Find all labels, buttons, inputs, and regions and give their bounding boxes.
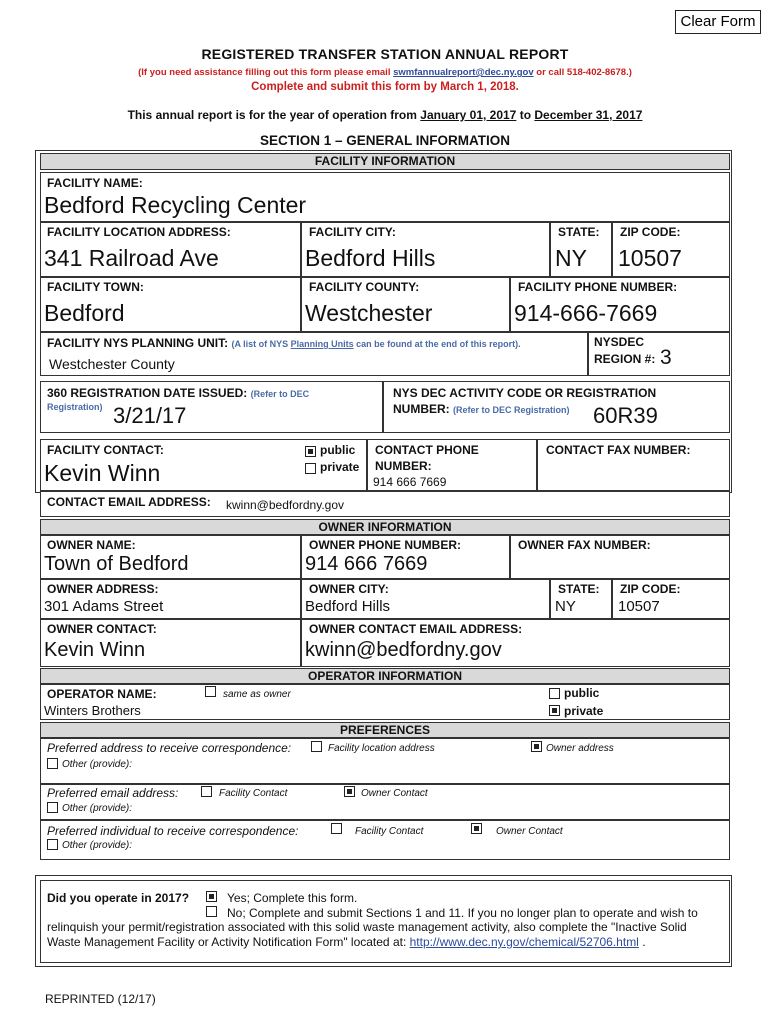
assistance-note: (If you need assistance filling out this form please email swmfannualreport@dec.ny.gov or call 518-402-8678.) (138, 67, 632, 78)
planning-unit-note: (A list of NYS Planning Units can be found at the end of this report). (231, 339, 521, 349)
pref-individual-facility-label: Facility Contact (355, 826, 424, 837)
owner-contact-value[interactable]: Kevin Winn (44, 639, 146, 661)
section-1-heading: SECTION 1 – GENERAL INFORMATION (259, 133, 511, 148)
operate-yes-checkbox[interactable] (206, 891, 217, 902)
contact-phone-label-line2: NUMBER: (375, 459, 432, 473)
planning-units-link[interactable]: Planning Units (290, 339, 354, 349)
pref-address-other-checkbox[interactable] (47, 758, 58, 769)
region-value[interactable]: 3 (660, 346, 672, 369)
pref-individual-other-checkbox[interactable] (47, 839, 58, 850)
registration-date-label: 360 REGISTRATION DATE ISSUED: (Refer to DEC (47, 386, 310, 400)
operator-name-label: OPERATOR NAME: (47, 687, 157, 701)
pref-email-owner-checkbox[interactable] (344, 786, 355, 797)
contact-public-label: public (320, 443, 356, 457)
form-title: REGISTERED TRANSFER STATION ANNUAL REPORT (201, 46, 569, 62)
operate-no-line1: No; Complete and submit Sections 1 and 11. If you no longer plan to operate and wish to (227, 906, 698, 920)
pref-address-question: Preferred address to receive correspondence: (47, 741, 292, 755)
assistance-email-link[interactable]: swmfannualreport@dec.ny.gov (393, 67, 534, 78)
owner-zip-value[interactable]: 10507 (618, 598, 660, 615)
report-year-line: This annual report is for the year of operation from January 01, 2017 to December 31, 2017 (127, 108, 643, 122)
operate-question: Did you operate in 2017? (47, 891, 190, 905)
contact-private-label: private (320, 460, 360, 474)
operate-no-line3: Waste Management Facility or Activity Notification Form" located at: http://www.dec.ny.gov/chemical/52706.html . (47, 935, 646, 949)
owner-state-value[interactable]: NY (555, 598, 576, 615)
planning-unit-value[interactable]: Westchester County (49, 356, 175, 372)
pref-individual-facility-checkbox[interactable] (331, 823, 342, 834)
contact-email-label: CONTACT EMAIL ADDRESS: (47, 495, 211, 509)
pref-individual-question: Preferred individual to receive correspondence: (47, 824, 299, 838)
pref-address-other-label: Other (provide): (62, 759, 133, 770)
owner-phone-value[interactable]: 914 666 7669 (305, 553, 428, 575)
operate-no-line2: relinquish your permit/registration associated with this solid waste management activity, also complete the "Inactive Solid (47, 920, 687, 934)
pref-individual-owner-checkbox[interactable] (471, 823, 482, 834)
facility-contact-value[interactable]: Kevin Winn (44, 460, 161, 486)
owner-zip-label: ZIP CODE: (620, 582, 681, 596)
facility-city-label: FACILITY CITY: (309, 225, 396, 239)
owner-email-label: OWNER CONTACT EMAIL ADDRESS: (309, 622, 523, 636)
pref-email-question: Preferred email address: (47, 786, 179, 800)
reprinted-footer: REPRINTED (12/17) (45, 992, 156, 1006)
pref-address-facility-label: Facility location address (328, 743, 435, 754)
contact-public-checkbox[interactable] (305, 446, 316, 457)
facility-address-label: FACILITY LOCATION ADDRESS: (47, 225, 231, 239)
facility-county-label: FACILITY COUNTY: (309, 280, 420, 294)
clear-form-button[interactable]: Clear Form (675, 10, 761, 34)
facility-zip-label: ZIP CODE: (620, 225, 681, 239)
same-as-owner-label: same as owner (223, 689, 291, 700)
same-as-owner-checkbox[interactable] (205, 686, 216, 697)
contact-email-value[interactable]: kwinn@bedfordny.gov (226, 498, 345, 512)
activity-code-label-line1: NYS DEC ACTIVITY CODE OR REGISTRATION (393, 386, 657, 400)
owner-name-value[interactable]: Town of Bedford (44, 553, 189, 575)
contact-phone-label-line1: CONTACT PHONE (375, 443, 479, 457)
owner-fax-label: OWNER FAX NUMBER: (518, 538, 651, 552)
facility-contact-label: FACILITY CONTACT: (47, 443, 164, 457)
activity-code-value[interactable]: 60R39 (593, 403, 658, 428)
year-end-date: December 31, 2017 (534, 108, 643, 122)
pref-email-facility-label: Facility Contact (219, 788, 288, 799)
operate-no-checkbox[interactable] (206, 906, 217, 917)
operator-public-checkbox[interactable] (549, 688, 560, 699)
owner-state-label: STATE: (558, 582, 600, 596)
facility-information-band: FACILITY INFORMATION (40, 153, 730, 170)
facility-zip-value[interactable]: 10507 (618, 245, 682, 271)
preferences-band: PREFERENCES (40, 722, 730, 738)
contact-private-checkbox[interactable] (305, 463, 316, 474)
owner-email-value[interactable]: kwinn@bedfordny.gov (305, 639, 502, 661)
due-date-note: Complete and submit this form by March 1, 2018. (251, 81, 519, 93)
pref-individual-owner-label: Owner Contact (496, 826, 563, 837)
operator-public-label: public (564, 686, 600, 700)
facility-state-value[interactable]: NY (555, 245, 587, 271)
pref-address-owner-checkbox[interactable] (531, 741, 542, 752)
facility-address-value[interactable]: 341 Railroad Ave (44, 245, 219, 271)
owner-contact-label: OWNER CONTACT: (47, 622, 157, 636)
facility-state-label: STATE: (558, 225, 600, 239)
operator-name-value[interactable]: Winters Brothers (44, 703, 141, 718)
owner-address-label: OWNER ADDRESS: (47, 582, 159, 596)
contact-fax-label: CONTACT FAX NUMBER: (546, 443, 691, 457)
operator-private-checkbox[interactable] (549, 705, 560, 716)
region-label-line2: REGION #: (594, 352, 656, 366)
pref-email-facility-checkbox[interactable] (201, 786, 212, 797)
pref-address-owner-label: Owner address (546, 743, 614, 754)
region-label-line1: NYSDEC (594, 335, 645, 349)
activity-code-label-line2: NUMBER: (Refer to DEC Registration) (393, 402, 570, 416)
owner-name-label: OWNER NAME: (47, 538, 136, 552)
facility-county-value[interactable]: Westchester (305, 300, 433, 326)
facility-name-label: FACILITY NAME: (47, 176, 143, 190)
owner-phone-label: OWNER PHONE NUMBER: (309, 538, 461, 552)
inactive-form-link[interactable]: http://www.dec.ny.gov/chemical/52706.html (409, 935, 639, 949)
facility-name-value[interactable]: Bedford Recycling Center (44, 192, 307, 218)
owner-city-label: OWNER CITY: (309, 582, 389, 596)
contact-phone-value[interactable]: 914 666 7669 (373, 475, 447, 489)
pref-email-other-checkbox[interactable] (47, 802, 58, 813)
pref-address-facility-checkbox[interactable] (311, 741, 322, 752)
operator-private-label: private (564, 704, 604, 718)
pref-email-other-label: Other (provide): (62, 803, 133, 814)
year-start-date: January 01, 2017 (420, 108, 517, 122)
planning-unit-label: FACILITY NYS PLANNING UNIT: (A list of NYS Planning Units can be found at the end of this report). (47, 336, 521, 350)
facility-town-label: FACILITY TOWN: (47, 280, 144, 294)
registration-date-note: Registration) (47, 402, 103, 412)
facility-phone-label: FACILITY PHONE NUMBER: (518, 280, 678, 294)
owner-city-value[interactable]: Bedford Hills (305, 598, 391, 615)
pref-individual-other-label: Other (provide): (62, 840, 133, 851)
pref-email-owner-label: Owner Contact (361, 788, 428, 799)
registration-date-value[interactable]: 3/21/17 (113, 403, 187, 428)
facility-town-value[interactable]: Bedford (44, 300, 125, 326)
owner-address-value[interactable]: 301 Adams Street (44, 598, 164, 615)
facility-phone-value[interactable]: 914-666-7669 (514, 300, 658, 326)
facility-city-value[interactable]: Bedford Hills (305, 245, 436, 271)
owner-information-band: OWNER INFORMATION (40, 519, 730, 535)
operator-information-band: OPERATOR INFORMATION (40, 668, 730, 684)
operate-yes-label: Yes; Complete this form. (227, 891, 358, 905)
